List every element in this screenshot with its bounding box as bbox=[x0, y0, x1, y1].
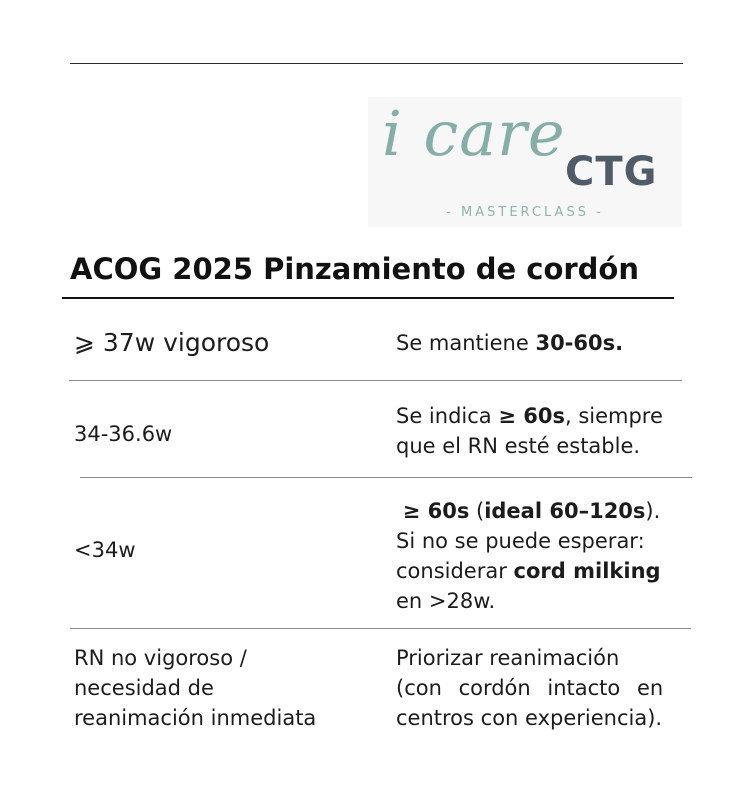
row-3-recommendation: ≥ 60s (ideal 60–120s). Si no se puede esperar: considerar cord milking en >28w. bbox=[396, 499, 661, 613]
row-2-recommendation: Se indica ≥ 60s, siempre que el RN esté estable. bbox=[396, 404, 663, 458]
row-2-condition: 34-36.6w bbox=[74, 422, 173, 446]
row-1-recommendation bbox=[396, 328, 692, 358]
row-divider-1 bbox=[69, 380, 682, 381]
row-1-condition: ⩾ 37w vigoroso bbox=[74, 328, 270, 357]
row-1-bold: 30-60s. bbox=[535, 331, 624, 355]
row-divider-3 bbox=[70, 628, 691, 629]
logo-ctg-text: CTG bbox=[565, 149, 658, 195]
row-divider-2 bbox=[80, 477, 692, 478]
row-1-text: Se mantiene bbox=[396, 331, 536, 355]
row-4-recommendation: Priorizar reanimación (con cordón intacto en centros con experiencia). bbox=[396, 643, 692, 733]
title-underline bbox=[62, 297, 674, 299]
page-title: ACOG 2025 Pinzamiento de cordón bbox=[70, 252, 639, 286]
logo-subtitle: - MASTERCLASS - bbox=[446, 205, 604, 220]
row-4-justified-line: (con cordón intacto en bbox=[396, 676, 664, 700]
top-divider bbox=[70, 63, 683, 64]
icare-ctg-logo bbox=[368, 97, 682, 227]
logo-script-text: i care bbox=[382, 97, 566, 170]
row-4-condition: RN no vigoroso / necesidad de reanimación inmediata bbox=[74, 646, 317, 730]
row-3-condition: <34w bbox=[74, 538, 136, 562]
